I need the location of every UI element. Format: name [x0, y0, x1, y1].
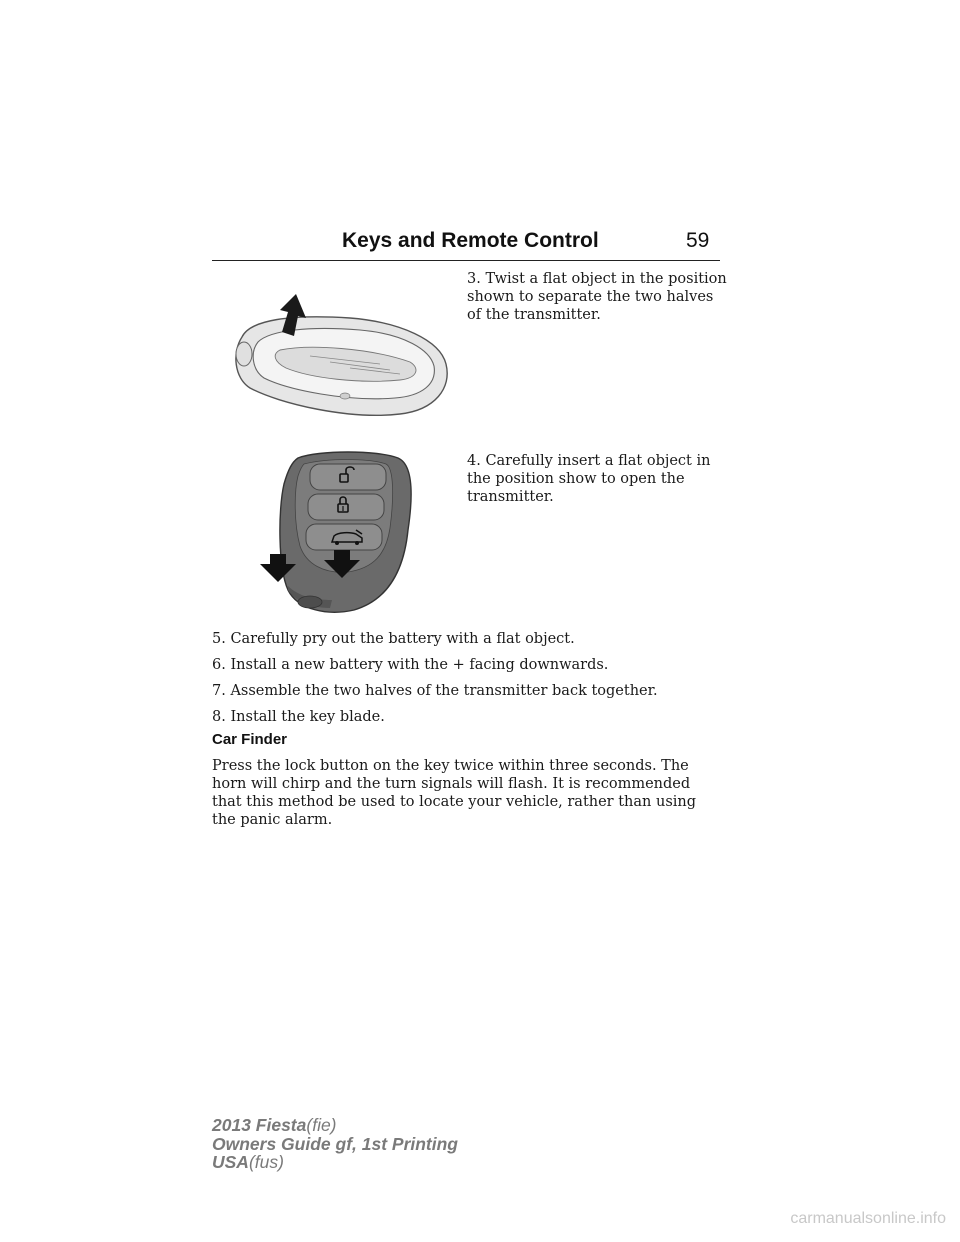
header-divider	[212, 260, 720, 261]
step-3-text: 3. Twist a flat object in the position shown to separate the two halves of the transmitter.	[467, 271, 727, 323]
step-list	[212, 630, 732, 734]
page-footer	[212, 1116, 458, 1172]
footer-model: 2013 Fiesta	[212, 1115, 307, 1135]
list-item: 5. Carefully pry out the battery with a flat object.	[212, 631, 575, 647]
lock-button	[308, 494, 384, 520]
page-number: 59	[686, 229, 710, 252]
footer-guide: Owners Guide gf, 1st Printing	[212, 1133, 458, 1154]
transmitter-shell-figure	[230, 292, 452, 422]
footer-model-code: (fie)	[306, 1115, 337, 1135]
list-item: 7. Assemble the two halves of the transmitter back together.	[212, 683, 658, 699]
list-item: 6. Install a new battery with the + facing downwards.	[212, 657, 609, 673]
car-finder-heading: Car Finder	[212, 731, 288, 748]
car-finder-body: Press the lock button on the key twice within three seconds. The horn will chirp and the turn signals will flash. It is recommended that this method be used to locate your vehicle, rather than using the panic alarm.	[212, 758, 697, 828]
footer-market: USA	[212, 1152, 249, 1172]
key-fob-figure	[258, 450, 414, 616]
trunk-button	[306, 524, 382, 550]
step-4-text: 4. Carefully insert a flat object in the position show to open the transmitter.	[467, 453, 711, 505]
section-title: Keys and Remote Control	[342, 229, 599, 252]
unlock-button	[310, 464, 386, 490]
watermark: carmanualsonline.info	[790, 1210, 946, 1227]
list-item: 8. Install the key blade.	[212, 709, 385, 725]
transmitter-shell-outline	[236, 317, 447, 415]
footer-market-code: (fus)	[248, 1152, 284, 1172]
